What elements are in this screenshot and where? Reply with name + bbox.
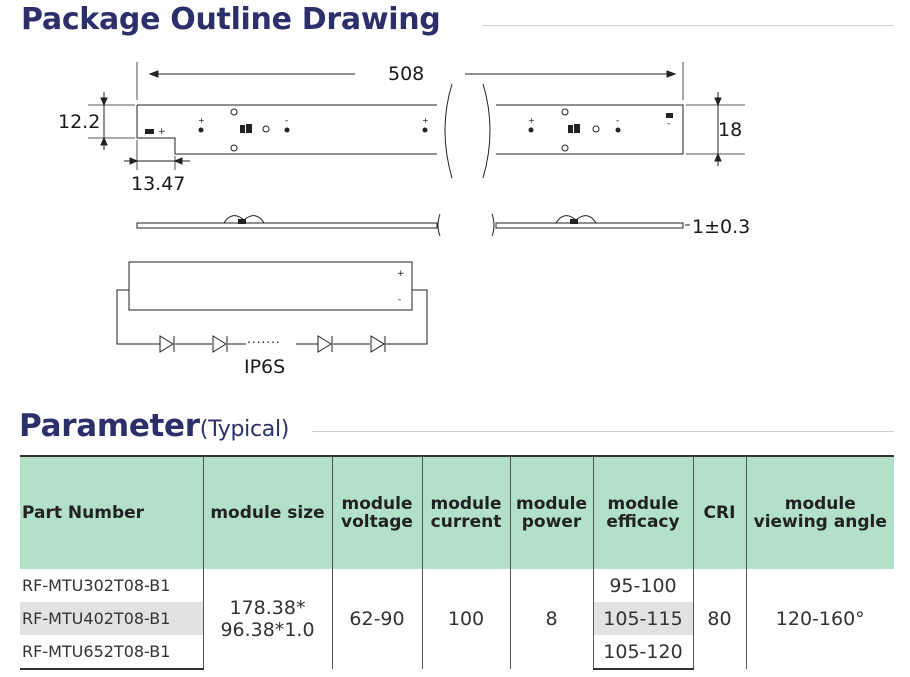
driver-label: IP6S	[244, 356, 286, 378]
module-outline-right	[496, 105, 683, 154]
header-cri: CRI	[693, 456, 746, 569]
plus-mark: +	[422, 116, 429, 125]
minus-mark: -	[616, 116, 620, 126]
header-module-efficacy: module efficacy	[593, 456, 693, 569]
minus-mark: -	[398, 295, 402, 305]
table-row	[20, 569, 894, 602]
circuit-dots: .......	[247, 332, 281, 346]
minus-mark: -	[667, 119, 671, 129]
dim-label-height-right: 18	[718, 119, 743, 141]
dim-label-height-left: 12.2	[58, 111, 101, 133]
module-efficacy-cell: 105-115	[593, 602, 693, 635]
plus-mark: +	[198, 116, 205, 125]
module-size-cell: 178.38* 96.38*1.0	[203, 569, 332, 669]
module-current-cell: 100	[422, 569, 510, 669]
dim-label-thickness: 1±0.3	[692, 216, 751, 238]
dim-label-length: 508	[388, 63, 425, 85]
plus-mark: +	[397, 269, 405, 279]
module-voltage-cell: 62-90	[332, 569, 422, 669]
viewing-angle-cell: 120-160°	[746, 569, 894, 669]
header-part-number: Part Number	[20, 456, 203, 569]
break-mark-right	[483, 84, 490, 178]
parameter-subtitle: (Typical)	[199, 417, 290, 442]
dim-label-offset: 13.47	[131, 173, 186, 195]
diode-3	[318, 336, 332, 352]
parameter-table	[20, 455, 894, 670]
header-module-power: module power	[510, 456, 593, 569]
module-efficacy-cell: 105-120	[593, 635, 693, 669]
break-mark-left	[445, 84, 452, 178]
diode-4	[371, 336, 385, 352]
part-number-cell: RF-MTU402T08-B1	[20, 602, 203, 635]
parameter-section-title	[19, 408, 289, 444]
header-viewing-angle: module viewing angle	[746, 456, 894, 569]
table-header-row	[20, 456, 894, 569]
side-profile-left	[137, 223, 437, 228]
header-module-current: module current	[422, 456, 510, 569]
module-efficacy-cell: 95-100	[593, 569, 693, 602]
part-number-cell: RF-MTU302T08-B1	[22, 576, 171, 595]
drawing-section-title: Package Outline Drawing	[21, 2, 441, 37]
circuit-module-rect	[129, 262, 412, 310]
parameter-title: Parameter	[19, 408, 200, 444]
module-power-cell: 8	[510, 569, 593, 669]
side-profile-right	[496, 223, 683, 228]
diode-2	[213, 336, 227, 352]
minus-mark: -	[285, 116, 289, 126]
header-module-size: module size	[203, 456, 332, 569]
diode-1	[160, 336, 174, 352]
plus-mark: +	[158, 127, 166, 137]
plus-mark: +	[528, 116, 535, 125]
part-number-cell: RF-MTU652T08-B1	[20, 635, 203, 669]
cri-cell: 80	[693, 569, 746, 669]
header-module-voltage: module voltage	[332, 456, 422, 569]
parameter-title-rule	[312, 431, 894, 432]
